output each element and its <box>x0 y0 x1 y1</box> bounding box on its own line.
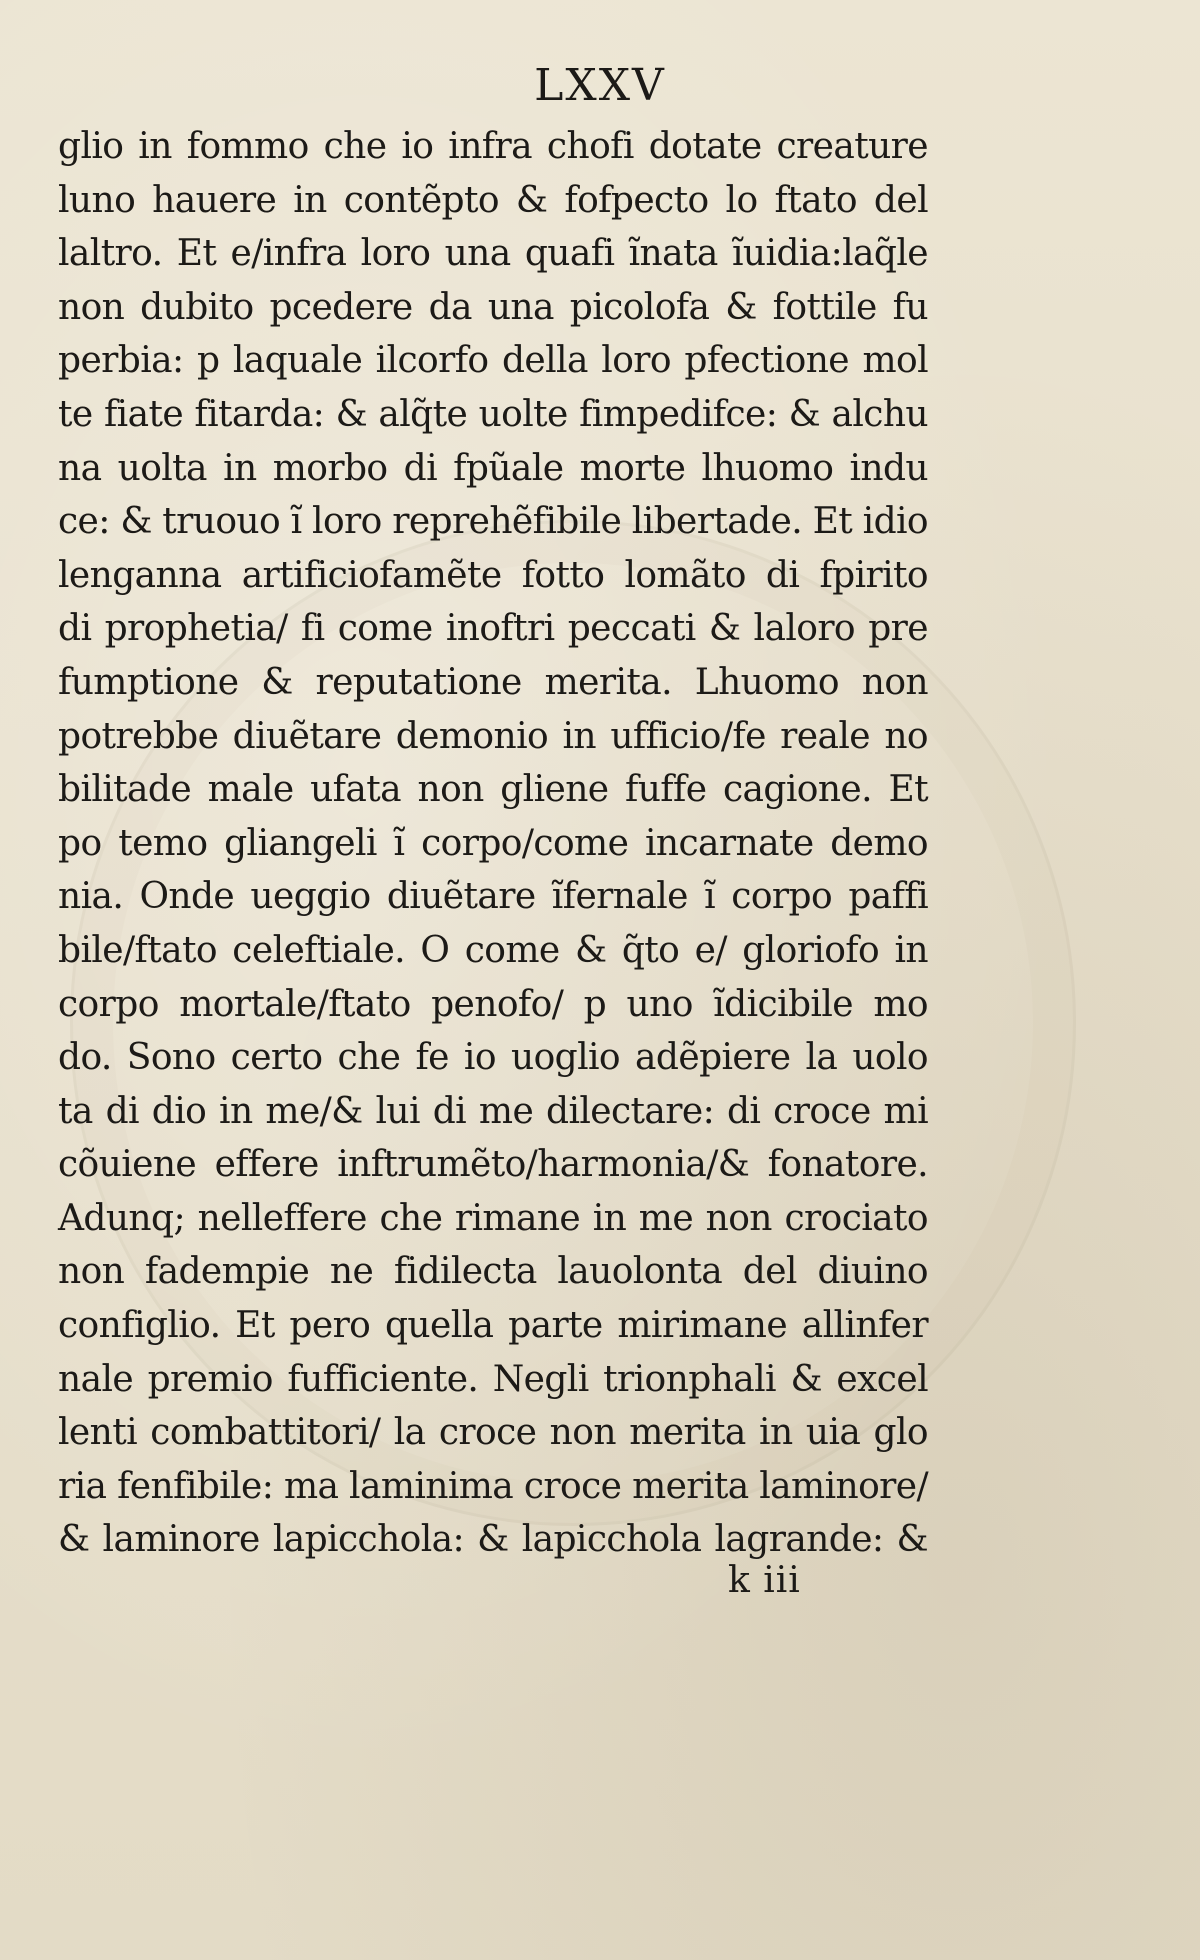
text-line: bile/ftato celeftiale. O come & q̃to e/ gloriofo in <box>58 929 928 971</box>
text-line: lenganna artificiofamẽte fotto lomãto di fpirito <box>58 554 928 596</box>
text-line: configlio. Et pero quella parte mirimane allinfer <box>58 1305 928 1347</box>
text-line: fumptione & reputatione merita. Lhuomo non <box>58 661 928 703</box>
text-line: lenti combattitori/ la croce non merita in uia glo <box>58 1412 928 1454</box>
signature-mark: k iii <box>728 1560 801 1601</box>
text-line: potrebbe diuẽtare demonio in ufficio/fe reale no <box>58 715 928 757</box>
text-line: do. Sono certo che fe io uoglio adẽpiere la uolo <box>58 1037 928 1079</box>
text-line: ria fenfibile: ma laminima croce merita laminore/ <box>58 1465 928 1507</box>
folio-number: LXXV <box>534 60 666 111</box>
text-line: ce: & truouo ĩ loro reprehẽfibile libertade. Et idio <box>58 501 928 543</box>
text-line: bilitade male ufata non gliene fuffe cagione. Et <box>58 769 928 811</box>
text-line: Adunq; nelleffere che rimane in me non crociato <box>58 1197 928 1239</box>
text-line: po temo gliangeli ĩ corpo/come incarnate demo <box>58 822 928 864</box>
text-line: na uolta in morbo di fpũale morte lhuomo indu <box>58 447 928 489</box>
text-line: te fiate fitarda: & alq̃te uolte fimpedifce: & alchu <box>58 393 928 435</box>
text-line: nale premio fufficiente. Negli trionphali & excel <box>58 1358 928 1400</box>
text-line: non dubito pcedere da una picolofa & fottile fu <box>58 286 928 328</box>
text-line: corpo mortale/ftato penofo/ p uno ĩdicibile mo <box>58 983 928 1025</box>
text-line: non fadempie ne fidilecta lauolonta del diuino <box>58 1251 928 1293</box>
text-line: di prophetia/ fi come inoftri peccati & laloro pre <box>58 608 928 650</box>
text-block <box>58 120 928 1567</box>
text-line: glio in fommo che io infra chofi dotate creature <box>58 126 928 167</box>
text-line: perbia: p laquale ilcorfo della loro pfectione mol <box>58 340 928 382</box>
text-line: luno hauere in contẽpto & fofpecto lo ftato del <box>58 179 928 221</box>
text-line: nia. Onde ueggio diuẽtare ĩfernale ĩ corpo paffi <box>58 876 928 918</box>
text-line: & laminore lapicchola: & lapicchola lagrande: & <box>58 1519 928 1561</box>
text-line: laltro. Et e/infra loro una quafi ĩnata ĩuidia:laq̃le <box>58 233 928 275</box>
text-line: cõuiene effere inftrumẽto/harmonia/& fonatore. <box>58 1144 928 1186</box>
text-line: ta di dio in me/& lui di me dilectare: di croce mi <box>58 1090 928 1132</box>
